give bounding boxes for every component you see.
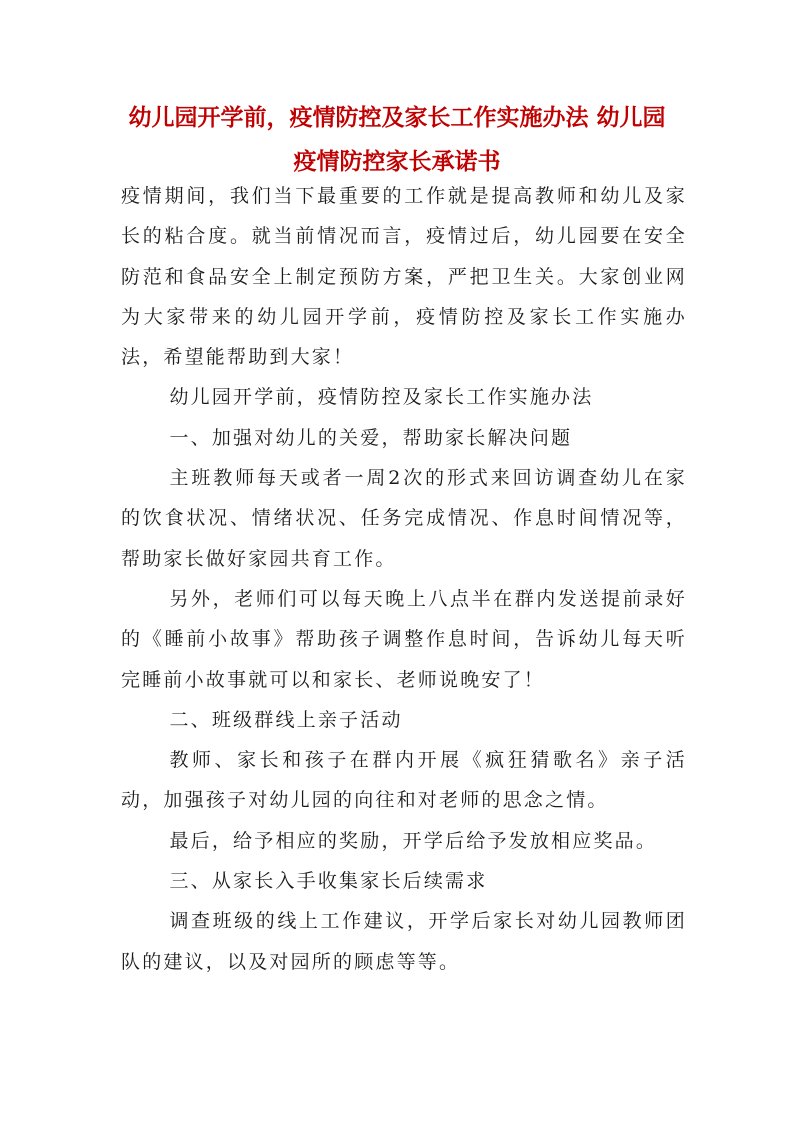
title-line-2: 疫情防控家长承诺书 bbox=[293, 148, 501, 175]
document-title bbox=[100, 96, 694, 184]
paragraph: 教师、家长和孩子在群内开展《疯狂猜歌名》亲子活动，加强孩子对幼儿园的向往和对老师的思念之情。 bbox=[121, 749, 687, 812]
paragraph: 最后，给予相应的奖励，开学后给予发放相应奖品。 bbox=[169, 829, 658, 852]
section-heading-1: 一、加强对幼儿的关爱，帮助家长解决问题 bbox=[169, 426, 573, 449]
paragraph: 另外，老师们可以每天晚上八点半在群内发送提前录好的《睡前小故事》帮助孩子调整作息时间，告诉幼儿每天听完睡前小故事就可以和家长、老师说晚安了！ bbox=[121, 587, 687, 691]
paragraph-intro: 疫情期间，我们当下最重要的工作就是提高教师和幼儿及家长的粘合度。就当前情况而言，疫情过后，幼儿园要在安全防范和食品安全上制定预防方案，严把卫生关。大家创业网为大家带来的幼儿园开学前，疫情防控及家长工作实施办法，希望能帮助到大家！ bbox=[121, 185, 687, 369]
document-body bbox=[121, 176, 687, 982]
title-line-1: 幼儿园开学前，疫情防控及家长工作实施办法 幼儿园 bbox=[128, 104, 666, 131]
paragraph: 主班教师每天或者一周2次的形式来回访调查幼儿在家的饮食状况、情绪状况、任务完成情况、作息时间情况等，帮助家长做好家园共育工作。 bbox=[121, 467, 687, 570]
paragraph: 调查班级的线上工作建议，开学后家长对幼儿园教师团队的建议，以及对园所的顾虑等等。 bbox=[121, 910, 687, 973]
section-heading-2: 二、班级群线上亲子活动 bbox=[169, 708, 403, 731]
paragraph-heading-main: 幼儿园开学前，疫情防控及家长工作实施办法 bbox=[169, 386, 594, 409]
section-heading-3: 三、从家长入手收集家长后续需求 bbox=[169, 870, 488, 893]
